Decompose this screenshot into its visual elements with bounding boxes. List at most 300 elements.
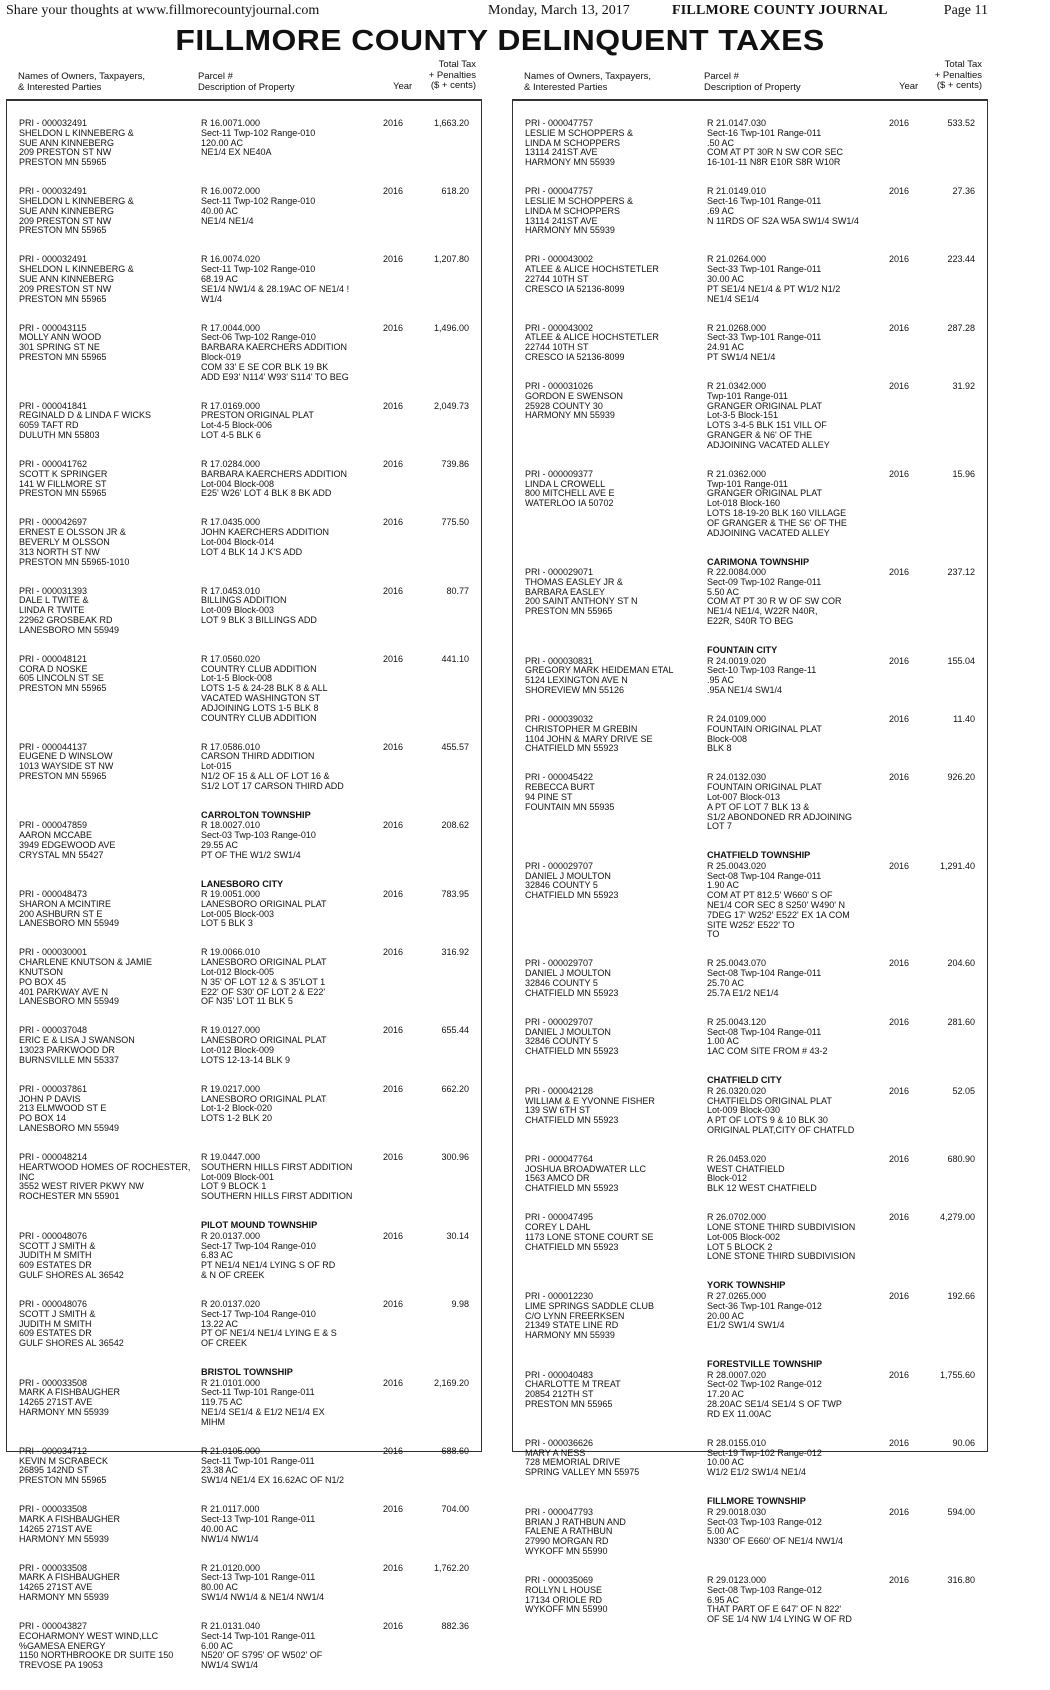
owner-block-line: ATLEE & ALICE HOCHSTETLER [525,332,659,343]
property-description-line: R 17.0586.010 [201,741,261,752]
property-description-line: Sect-13 Twp-101 Range-011 [201,1572,316,1583]
owner-block-line: 1150 NORTHBROOKE DR SUITE 150 [19,1650,174,1661]
owner-block-line: 14265 271ST AVE [19,1582,93,1593]
property-description-line: W1/2 E1/2 SW1/4 NE1/4 [707,1467,807,1478]
property-description [707,1439,822,1478]
property-description-line: R 25.0043.020 [707,860,767,871]
owner-block-line: ATLEE & ALICE HOCHSTETLER [525,264,659,275]
property-description-line: Sect-13 Twp-101 Range-011 [201,1514,316,1524]
owner-block-line: SHELDON L KINNEBERG & [19,195,134,206]
property-description-line: CHATFIELDS ORIGINAL PLAT [707,1095,832,1106]
owner-block-line: CHATFIELD MN 55923 [525,743,619,754]
property-description-line: .95A NE1/4 SW1/4 [707,684,783,695]
property-description-line: S1/2 ABONDONED RR ADJOINING [707,811,853,822]
header-parcel-line: Parcel # [704,71,739,82]
owner-block-line: CORA D NOSKE [19,663,88,674]
tax-amount: 704.00 [441,1504,469,1515]
owner-block-line: TREVOSE PA 19053 [19,1660,103,1671]
property-description-line: 6.83 AC [201,1250,234,1261]
property-description-line: Block-008 [707,733,748,744]
header-tax-line: ($ + cents) [936,80,982,91]
tax-year: 2016 [889,860,910,871]
tax-year: 2016 [383,1230,404,1241]
property-description-line: WEST CHATFIELD [707,1163,785,1174]
owner-block-line: WATERLOO IA 50702 [525,498,614,509]
property-description [201,821,316,860]
owner-block-line: PRI - 000040483 [525,1369,594,1380]
owner-block-line: HARMONY MN 55939 [525,157,615,168]
property-description-line: PT OF NE1/4 NE1/4 LYING E & S [201,1328,337,1339]
owner-block [525,382,623,421]
page-header [0,0,1000,22]
property-description-line: R 28.0155.010 [707,1437,767,1448]
property-description [707,119,843,168]
property-description-line: R 24.0109.000 [707,713,767,724]
owner-block-line: PRI - 000041762 [19,458,88,469]
owner-block-line: 209 PRESTON ST NW [19,283,112,294]
tax-year: 2016 [889,772,910,783]
owner-block-line: 27990 MORGAN RD [525,1536,609,1547]
owner-block-line: 605 LINCOLN ST SE [19,673,104,684]
property-description-line: COUNTRY CLUB ADDITION [201,712,317,723]
property-description-line: 20.00 AC [707,1310,745,1321]
property-description [201,518,329,557]
property-description [707,1087,854,1136]
owner-block-line: LANESBORO MN 55949 [19,624,120,635]
tax-year: 2016 [383,741,404,752]
property-description [707,1576,852,1625]
tax-entry [521,382,979,470]
tax-year: 2016 [889,1016,910,1027]
property-description-line: NE1/4 EX NE40A [201,147,272,158]
owner-block-line: 94 PINE ST [525,791,573,802]
owner-block [525,1087,655,1126]
tax-year: 2016 [889,468,910,479]
property-description-line: PT SE1/4 NE1/4 & PT W1/2 N1/2 [707,283,841,294]
property-description-line: NE1/4 NE1/4, W22R N40R, [707,606,818,617]
owner-block-line: 3949 EDGEWOOD AVE [19,839,116,850]
owner-block-line: 200 ASHBURN ST E [19,908,103,919]
property-description-line: .95 AC [707,675,735,686]
property-description-line: CARSON THIRD ADDITION [201,751,315,762]
property-description-line: Lot-1-2 Block-020 [201,1103,273,1114]
property-description-line: Sect-02 Twp-102 Range-012 [707,1379,822,1390]
owner-block-line: PRESTON MN 55965 [19,293,107,304]
property-description-line: LOT 4-5 BLK 6 [201,429,261,440]
owner-block-line: PRESTON MN 55965 [19,488,107,499]
owner-block-line: PRI - 000032491 [19,118,88,128]
property-description [201,587,317,626]
property-description-line: Lot-009 Block-001 [201,1171,275,1182]
owner-block-line: MOLLY ANN WOOD [19,332,102,343]
owner-block-line: DULUTH MN 55803 [19,429,100,440]
owner-block-line: PRI - 000035069 [525,1574,594,1585]
property-description-line: R 29.0018.030 [707,1506,767,1517]
owner-block-line: GREGORY MARK HEIDEMAN ETAL [525,665,674,676]
owner-block-line: 800 MITCHELL AVE E [525,488,615,499]
property-description-line: SW1/4 NE1/4 EX 16.62AC OF N1/2 [201,1475,345,1486]
owner-block-line: PRI - 000043827 [19,1620,88,1631]
property-description-line: 68.19 AC [201,273,239,284]
property-description-line: PT SW1/4 NE1/4 [707,351,776,362]
owner-block-line: EUGENE D WINSLOW [19,751,113,762]
property-description [201,1085,327,1124]
tax-entry [521,851,979,959]
owner-block-line: LANESBORO MN 55949 [19,996,120,1007]
owner-block-line: CHATFIELD MN 55923 [525,1115,619,1126]
property-description-line: OF N35' LOT 11 BLK 5 [201,996,293,1007]
property-description-line: Sect-09 Twp-102 Range-011 [707,576,822,587]
header-tax-line: Total Tax [438,59,476,70]
tax-year: 2016 [383,653,404,664]
property-description-line: R 17.0044.000 [201,322,261,333]
property-description-line: A PT OF LOTS 9 & 10 BLK 30 [707,1115,828,1126]
owner-block-line: PRI - 000043002 [525,322,594,333]
owner-block [19,460,107,499]
property-description-line: Sect-08 Twp-104 Range-011 [707,870,822,881]
owner-block-line: 13114 241ST AVE [525,147,598,158]
tax-year: 2016 [889,1212,910,1223]
owner-block-line: ROCHESTER MN 55901 [19,1191,120,1202]
owner-block-line: INC [19,1171,35,1182]
owner-block-line: PO BOX 45 [19,976,67,987]
owner-block-line: PRESTON MN 55965 [19,1475,107,1486]
owner-block-line: 13114 241ST AVE [525,215,598,226]
property-description [201,402,314,441]
property-description-line: 23.38 AC [201,1465,239,1476]
owner-block [525,255,659,294]
property-description-line: N520' OF S795' OF W502' OF [201,1650,323,1661]
tax-entry [521,1281,979,1360]
owner-block-line: REGINALD D & LINDA F WICKS [19,410,152,421]
property-description-line: BARBARA KAERCHERS ADDITION [201,468,348,479]
owner-block-line: 3552 WEST RIVER PKWY NW [19,1181,144,1192]
property-description-line: Sect-03 Twp-103 Range-012 [707,1516,822,1527]
property-description-line: R 17.0284.000 [201,458,261,469]
property-description-line: R 17.0560.020 [201,653,261,664]
property-description-line: R 21.0149.010 [707,186,767,197]
owner-block-line: GORDON E SWENSON [525,390,624,401]
owner-block-line: BEVERLY M OLSSON [19,536,110,547]
owner-block-line: SUE ANN KINNEBERG [19,205,115,216]
owner-block-line: LINDA L CROWELL [525,478,606,489]
property-description-line: Sect-11 Twp-101 Range-011 [201,1387,315,1398]
owner-block [19,255,134,304]
owner-block-line: PRI - 000012230 [525,1290,594,1301]
owner-block-line: SHELDON L KINNEBERG & [19,264,134,275]
owner-block-line: 26895 142ND ST [19,1465,89,1476]
property-description-line: 29.55 AC [201,839,239,850]
tax-entry [521,715,979,773]
property-description [707,862,850,940]
property-description-line: 13.22 AC [201,1318,239,1329]
property-description-line: R 19.0066.010 [201,947,261,958]
owner-block-line: HARMONY MN 55939 [525,225,615,236]
property-description [707,1371,842,1420]
owner-block [525,568,638,617]
property-description-line: PT OF THE W1/2 SW1/4 [201,849,301,860]
owner-block [19,743,113,782]
owner-block-line: PRI - 000033508 [19,1562,88,1573]
owner-block-line: LINDA M SCHOPPERS [525,205,621,216]
column-header [512,60,988,100]
owner-block [19,324,106,363]
property-description-line: 16-101-11 N8R E10R S8R W10R [707,157,841,168]
owner-block-line: CHATFIELD MN 55923 [525,1046,619,1057]
tax-entry [521,119,979,187]
property-description [707,959,821,998]
property-description [201,1505,315,1544]
property-description-line: OF GRANGER & THE S6' OF THE [707,517,847,528]
property-description-line: LANESBORO ORIGINAL PLAT [201,1093,327,1104]
property-description-line: PT NE1/4 NE1/4 LYING S OF RD [201,1260,336,1271]
entry-list [521,119,979,1644]
property-description-line: LOTS 3-4-5 BLK 151 VILL OF [707,420,827,431]
property-description [707,470,847,539]
owner-block-line: REBECCA BURT [525,782,595,793]
property-description-line: LONE STONE THIRD SUBDIVISION [707,1222,856,1233]
tax-amount: 926.20 [947,772,975,783]
owner-block-line: LESLIE M SCHOPPERS & [525,127,634,138]
tax-entry [521,1497,979,1576]
property-description-line: Sect-11 Twp-102 Range-010 [201,195,316,206]
owner-block-line: 213 ELMWOOD ST E [19,1103,107,1114]
tax-entry [521,255,979,323]
owner-block-line: 401 PARKWAY AVE N [19,986,109,997]
property-description-line: R 25.0043.120 [707,1016,767,1027]
property-description-line: Twp-101 Range-011 [707,478,788,489]
owner-block-line: PRESTON MN 55965 [19,683,107,694]
property-description-line: Block-012 [707,1173,748,1184]
header-tax-line: ($ + cents) [430,80,476,91]
property-description-line: .50 AC [707,137,735,148]
tax-entry [15,1447,473,1505]
property-description-line: R 26.0702.000 [707,1212,767,1223]
owner-block-line: 6059 TAFT RD [19,420,79,431]
owner-block [19,1085,119,1134]
owner-block [525,1213,653,1252]
tax-amount: 655.44 [441,1025,469,1036]
property-description-line: ADD E93' N114' W93' S114' TO BEG [201,371,349,382]
tax-amount: 316.80 [947,1574,975,1585]
owner-block-line: PRI - 000030001 [19,947,88,958]
property-description-line: 40.00 AC [201,1523,239,1534]
owner-block-line: JUDITH M SMITH [19,1250,92,1261]
owner-block-line: 17134 ORIOLE RD [525,1594,603,1605]
property-description-line: RD EX 11.00AC [707,1408,772,1419]
property-description [201,890,327,929]
property-description-line: Sect-16 Twp-101 Range-011 [707,127,822,138]
owner-block [525,657,674,696]
listing-box [6,99,482,1671]
tax-year: 2016 [383,889,404,900]
property-description-line: A PT OF LOT 7 BLK 13 & [707,801,810,812]
property-description-line: PRESTON ORIGINAL PLAT [201,410,314,421]
owner-block-line: PRI - 000029707 [525,958,594,969]
owner-block-line: LANESBORO MN 55949 [19,1123,120,1134]
owner-block-line: 301 SPRING ST NE [19,342,100,353]
property-description [201,1026,327,1065]
section-heading: CHATFIELD TOWNSHIP [707,850,811,861]
tax-year: 2016 [889,1369,910,1380]
owner-block-line: PRI - 000048076 [19,1230,88,1241]
owner-block-line: GULF SHORES AL 36542 [19,1269,124,1280]
owner-block-line: PRESTON MN 55965 [525,606,613,617]
owner-block [525,324,659,363]
property-description-line: SOUTHERN HILLS FIRST ADDITION [201,1191,353,1202]
owner-block-line: WILLIAM & E YVONNE FISHER [525,1095,655,1106]
owner-block-line: 22744 10TH ST [525,342,589,353]
property-description-line: R 21.0105.000 [201,1445,261,1456]
owner-block-line: DANIEL J MOULTON [525,870,611,881]
section-heading: CARIMONA TOWNSHIP [707,556,810,567]
owner-block-line: HARMONY MN 55939 [19,1533,109,1544]
owner-block-line: MARY A NESS [525,1447,586,1458]
tax-amount: 739.86 [441,458,469,469]
property-description-line: Sect-33 Twp-101 Range-011 [707,332,822,343]
tax-entry [521,1155,979,1213]
property-description-line: Sect-17 Twp-104 Range-010 [201,1308,316,1319]
tax-entry [15,1368,473,1447]
tax-amount: 2,169.20 [433,1377,469,1388]
owner-block-line: KNUTSON [19,967,64,978]
property-description-line: 7DEG 17' W252' E522' EX 1A COM [707,909,850,920]
header-parcel [198,72,295,93]
property-description-line: GRANGER ORIGINAL PLAT [707,400,823,411]
property-description-line: SE1/4 NW1/4 & 28.19AC OF NE1/4 ! [201,283,350,294]
section-heading: PILOT MOUND TOWNSHIP [201,1220,318,1231]
owner-block [525,1371,621,1410]
tax-amount: 30.14 [446,1230,469,1241]
owner-block-line: CHRISTOPHER M GREBIN [525,723,638,734]
tax-year: 2016 [889,322,910,333]
owner-block-line: PRESTON MN 55965 [19,770,107,781]
tax-entry [15,1085,473,1153]
owner-block-line: CHATFIELD MN 55923 [525,1183,619,1194]
tax-year: 2016 [383,947,404,958]
tax-entry [15,811,473,880]
owner-block-line: PRESTON MN 55965 [19,225,107,236]
property-description [201,1447,344,1486]
property-description-line: Sect-06 Twp-102 Range-010 [201,332,316,343]
issue-date: Monday, March 13, 2017 [488,3,630,18]
owner-block-line: PRI - 000048473 [19,889,88,900]
owner-block-line: SHARON A MCINTIRE [19,898,112,909]
property-description-line: FOUNTAIN ORIGINAL PLAT [707,782,822,793]
property-description-line: Lot-009 Block-003 [201,605,275,616]
property-description-line: 40.00 AC [201,205,239,216]
tax-year: 2016 [889,655,910,666]
property-description [707,1018,828,1057]
property-description [201,948,327,1007]
property-description-line: Lot-004 Block-014 [201,536,275,547]
tax-year: 2016 [383,820,404,831]
tax-amount: 2,049.73 [433,400,469,411]
owner-block-line: THOMAS EASLEY JR & [525,576,623,587]
feedback-link[interactable]: Share your thoughts at www.fillmorecountyjournal.com [6,3,320,18]
owner-block-line: SHOREVIEW MN 55126 [525,684,625,695]
owner-block-line: 22744 10TH ST [525,273,589,284]
tax-entry [15,1153,473,1221]
tax-amount: 90.06 [952,1437,975,1448]
tax-amount: 1,496.00 [433,322,469,333]
owner-block-line: 32846 COUNTY 5 [525,880,598,891]
property-description-line: THAT PART OF E 647' OF N 822' [707,1604,842,1615]
owner-block-line: PRI - 000048121 [19,653,88,664]
tax-entry [15,187,473,255]
owner-block-line: PRI - 000045422 [525,772,594,783]
owner-block [19,1026,135,1065]
owner-block-line: PRI - 000042697 [19,517,88,528]
tax-entry [521,1439,979,1497]
tax-year: 2016 [889,1085,910,1096]
owner-block [525,959,618,998]
owner-block-line: HARMONY MN 55939 [525,410,615,421]
property-description-line: R 17.0435.000 [201,517,261,528]
property-description-line: LOT 9 BLK 3 BILLINGS ADD [201,614,317,625]
property-description-line: E25' W26' LOT 4 BLK 8 BK ADD [201,488,332,499]
property-description-line: 24.91 AC [707,342,745,353]
property-description-line: LONE STONE THIRD SUBDIVISION [707,1251,856,1262]
owner-block-line: AARON MCCABE [19,830,93,840]
right-column [512,59,988,1625]
owner-block [525,1018,618,1057]
property-description-line: ADJOINING VACATED ALLEY [707,527,830,538]
tax-year: 2016 [383,1298,404,1309]
property-description-line: R 16.0071.000 [201,118,261,128]
owner-block-line: %GAMESA ENERGY [19,1640,106,1651]
owner-block-line: 1563 AMCO DR [525,1173,590,1184]
owner-block-line: PRI - 000037861 [19,1083,88,1094]
property-description-line: R 26.0453.020 [707,1153,767,1164]
property-description-line: COM AT PT 812.5' W660' S OF [707,890,833,901]
property-description [707,187,859,226]
owner-block-line: PRESTON MN 55965 [525,1399,613,1410]
property-description-line: R 19.0217.000 [201,1083,261,1094]
owner-block-line: PRI - 000031393 [19,585,88,596]
owner-block [525,773,614,812]
tax-amount: 441.10 [441,653,469,664]
owner-block [525,1508,626,1557]
tax-entry [521,1018,979,1076]
property-description [707,657,816,696]
owner-block-line: GULF SHORES AL 36542 [19,1338,124,1349]
owner-block-line: PRI - 000039032 [525,713,594,724]
property-description-line: R 21.0147.030 [707,118,767,128]
tax-amount: 27.36 [952,186,975,197]
property-description [201,743,344,792]
property-description [201,187,315,226]
header-year: Year [899,81,919,92]
owner-block-line: MARK A FISHBAUGHER [19,1514,121,1524]
tax-year: 2016 [889,380,910,391]
tax-amount: 662.20 [441,1083,469,1094]
tax-year: 2016 [889,1437,910,1448]
owner-block-line: HEARTWOOD HOMES OF ROCHESTER, [19,1161,191,1172]
owner-block [19,1153,190,1202]
owner-block-line: PRI - 000034712 [19,1445,88,1456]
property-description-line: Lot-1-5 Block-008 [201,673,273,684]
property-description-line: ADJOINING LOTS 1-5 BLK 8 [201,702,319,713]
owner-block-line: LESLIE M SCHOPPERS & [525,195,634,206]
owner-block-line: SUE ANN KINNEBERG [19,137,115,148]
property-description-line: LOT 5 BLOCK 2 [707,1241,773,1252]
tax-amount: 155.04 [947,655,975,666]
tax-entry [15,1564,473,1622]
tax-amount: 204.60 [947,958,975,969]
property-description-line: Lot-012 Block-009 [201,1045,275,1056]
owner-block-line: PRI - 000044137 [19,741,88,752]
